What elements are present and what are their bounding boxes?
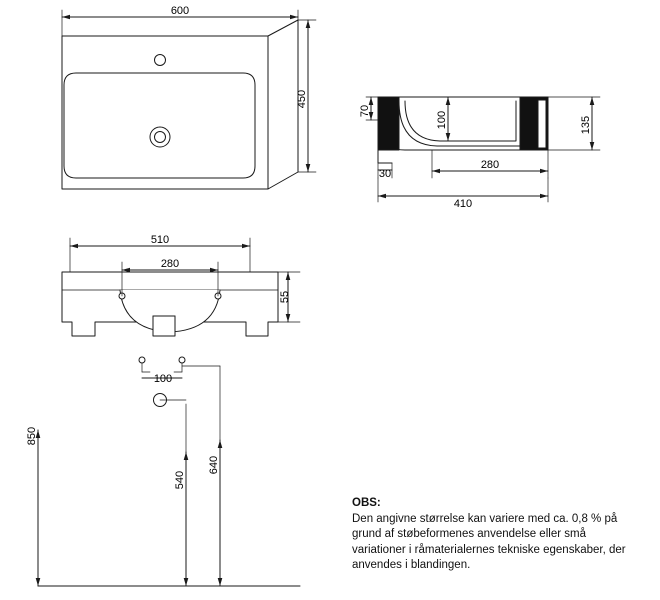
side-section-view: [378, 97, 548, 163]
dim-135-side: [548, 97, 600, 150]
dim-label-600: 600: [170, 5, 190, 17]
top-view-outline: [62, 20, 298, 189]
dim-label-55: 55: [279, 290, 291, 304]
dim-label-100-install: 100: [153, 373, 173, 385]
note-body: Den angivne størrelse kan variere med ca. 0,8 % på grund af støbeformenes anvendelse eller små variationer i råmaterialernes tekniske egenskaber, der anvendes i blandingen.: [352, 512, 626, 571]
dim-640-install: [182, 366, 220, 586]
dim-label-135: 135: [580, 115, 592, 135]
note-title: OBS: [352, 497, 377, 509]
dim-label-640: 640: [208, 455, 220, 475]
note-block: [352, 496, 642, 574]
installation-heights-view: [38, 357, 300, 586]
dim-label-410: 410: [453, 198, 473, 210]
dim-label-100-side: 100: [436, 110, 448, 130]
front-view-outline: [62, 272, 278, 336]
dim-label-70: 70: [359, 104, 371, 118]
note-title-separator: :: [376, 497, 381, 509]
dim-label-280-side: 280: [480, 159, 500, 171]
dim-label-850: 850: [26, 426, 38, 446]
dim-label-280-front: 280: [160, 258, 180, 270]
dim-label-30: 30: [378, 168, 392, 180]
dim-label-450: 450: [296, 89, 308, 109]
dim-label-510: 510: [150, 234, 170, 246]
dim-label-540: 540: [174, 470, 186, 490]
